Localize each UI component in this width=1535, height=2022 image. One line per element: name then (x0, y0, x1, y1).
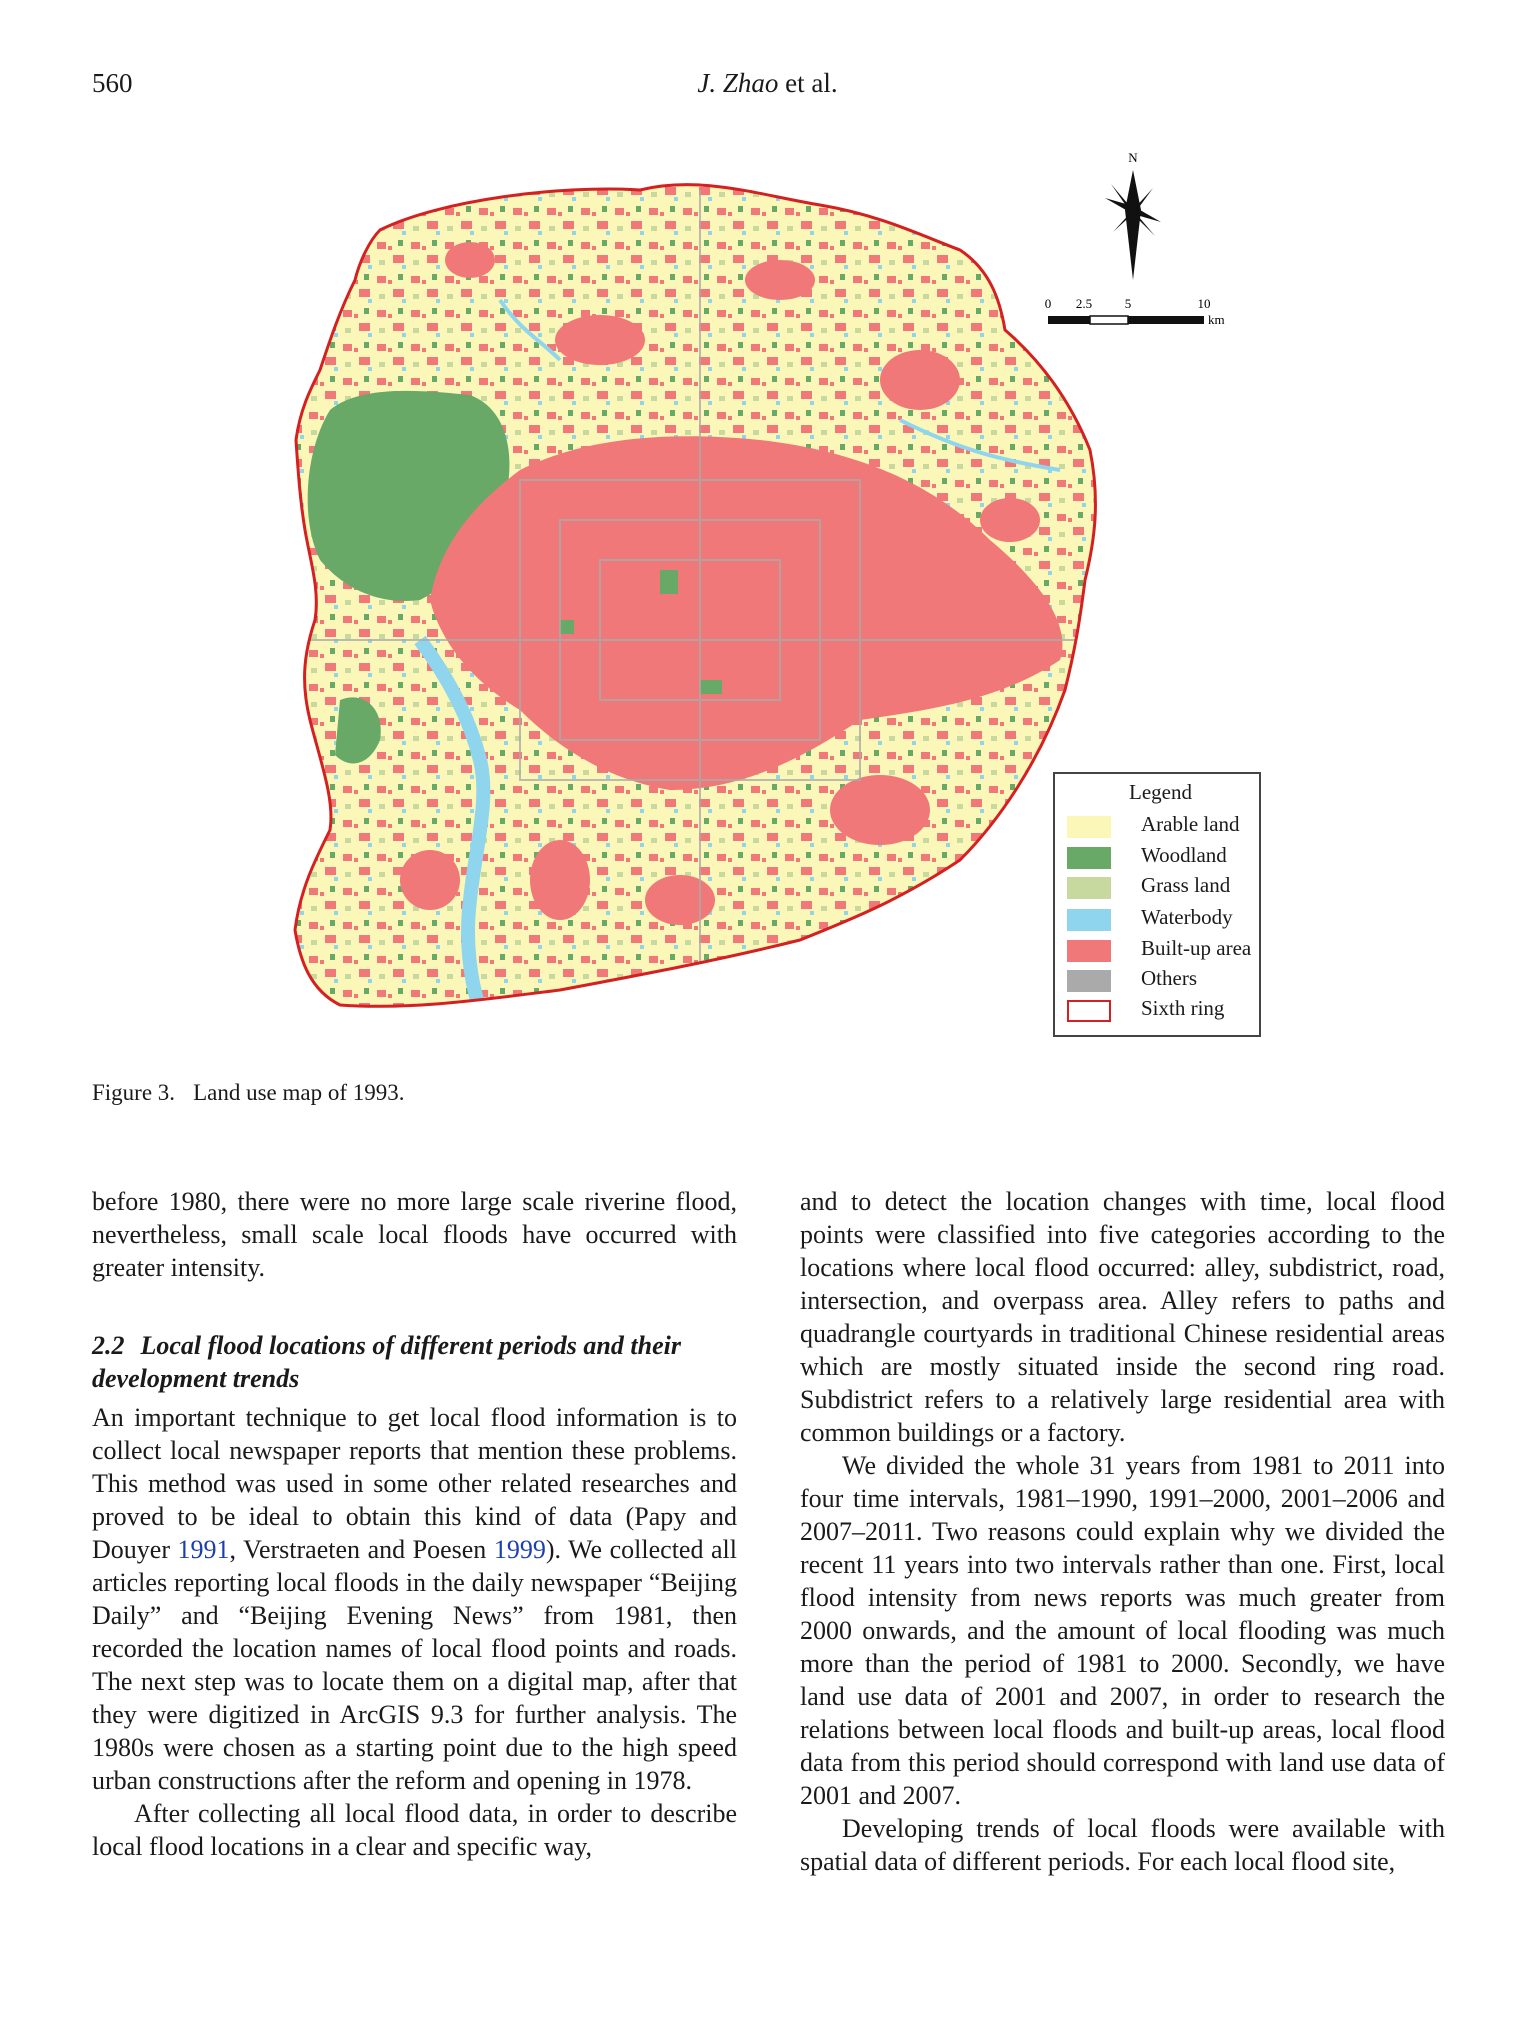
legend-label: Built-up area (1141, 936, 1252, 960)
paragraph: Developing trends of local floods were available with spatial data of different periods. For each local flood site, (800, 1814, 1445, 1876)
legend-swatch (1067, 940, 1111, 962)
map-body (280, 170, 1110, 1020)
scale-label-3: 10 (1197, 296, 1211, 311)
paragraph (92, 1401, 737, 1797)
figure-caption (92, 1080, 405, 1106)
left-column (92, 1185, 737, 1863)
legend-swatch (1067, 1000, 1111, 1022)
scale-bar (1045, 296, 1225, 327)
caption-label: Figure 3. (92, 1080, 176, 1105)
north-arrow-icon (1105, 170, 1161, 280)
map-legend (1053, 772, 1261, 1037)
paragraph: and to detect the location changes with time, local flood points were classified into five categories according to the locations where local flood occurred: alley, subdistrict, road, intersection, and overpass area. Alley refers to paths and quadrangle courtyards in traditional Chinese residential areas which are mostly situated inside the second ring road. Subdistrict refers to a relatively large residential area with common buildings or a factory. (800, 1187, 1445, 1447)
legend-label: Arable land (1141, 812, 1240, 836)
legend-label: Waterbody (1141, 905, 1233, 929)
legend-item-grass-land (1067, 873, 1257, 901)
legend-item-waterbody (1067, 905, 1257, 933)
scale-label-0: 0 (1044, 296, 1052, 311)
scale-unit: km (1208, 312, 1225, 327)
section-title: Local flood locations of different periods and their development trends (92, 1331, 681, 1393)
scale-label-1: 2.5 (1075, 296, 1093, 311)
paragraph: We divided the whole 31 years from 1981 to 2011 into four time intervals, 1981–1990, 1991–2000, 2001–2006 and 2007–2011. Two reasons could explain why we divided the recent 11 years into two intervals rather than one. First, local flood intensity from news reports was much greater from 2000 onwards, and the amount of local flooding was much more than the period of 1981 to 2000. Secondly, we have land use data of 2001 and 2007, in order to research the relations between local floods and built-up areas, local flood data from this period should correspond with land use data of 2001 and 2007. (800, 1451, 1445, 1810)
legend-title: Legend (1129, 780, 1192, 804)
legend-swatch (1067, 847, 1111, 869)
legend-item-built-up-area (1067, 936, 1257, 964)
legend-swatch (1067, 909, 1111, 931)
legend-item-others (1067, 966, 1257, 994)
legend-item-woodland (1067, 843, 1257, 871)
author-suffix: et al. (778, 68, 838, 98)
legend-label: Others (1141, 966, 1197, 990)
citation-link[interactable]: 1999 (493, 1535, 546, 1564)
author-name: J. Zhao (697, 68, 779, 98)
citation-link[interactable]: 1991 (177, 1535, 230, 1564)
legend-swatch (1067, 970, 1111, 992)
legend-label: Sixth ring (1141, 996, 1225, 1020)
section-number: 2.2 (92, 1331, 125, 1360)
legend-label: Woodland (1141, 843, 1227, 867)
section-heading (92, 1329, 737, 1395)
north-label: N (1128, 150, 1138, 165)
legend-label: Grass land (1141, 873, 1231, 897)
page-number: 560 (92, 68, 133, 98)
text-run: , Verstraeten and Poesen (229, 1535, 494, 1564)
paragraph: After collecting all local flood data, in order to describe local flood locations in a clear and specific way, (92, 1799, 737, 1861)
legend-item-sixth-ring (1067, 996, 1257, 1024)
paragraph: before 1980, there were no more large scale riverine flood, nevertheless, small scale local floods have occurred with greater intensity. (92, 1187, 737, 1282)
text-run: An important technique to get local flood information is to collect local newspaper reports that mention these problems. This method was used in some other related researches and proved to be ideal to obtain this kind of data (Papy and Douyer (92, 1403, 737, 1564)
scale-label-2: 5 (1124, 296, 1132, 311)
right-column (800, 1185, 1445, 1878)
legend-item-arable-land (1067, 812, 1257, 840)
legend-swatch (1067, 877, 1111, 899)
text-run: ). We collected all articles reporting local floods in the daily newspaper “Beijing Daily” and “Beijing Evening News” from 1981, then recorded the location names of local flood points and roads. The next step was to locate them on a digital map, after that they were digitized in ArcGIS 9.3 for further analysis. The 1980s were chosen as a starting point due to the high speed urban constructions after the reform and opening in 1978. (92, 1535, 737, 1795)
caption-text: Land use map of 1993. (193, 1080, 405, 1105)
legend-swatch (1067, 816, 1111, 838)
